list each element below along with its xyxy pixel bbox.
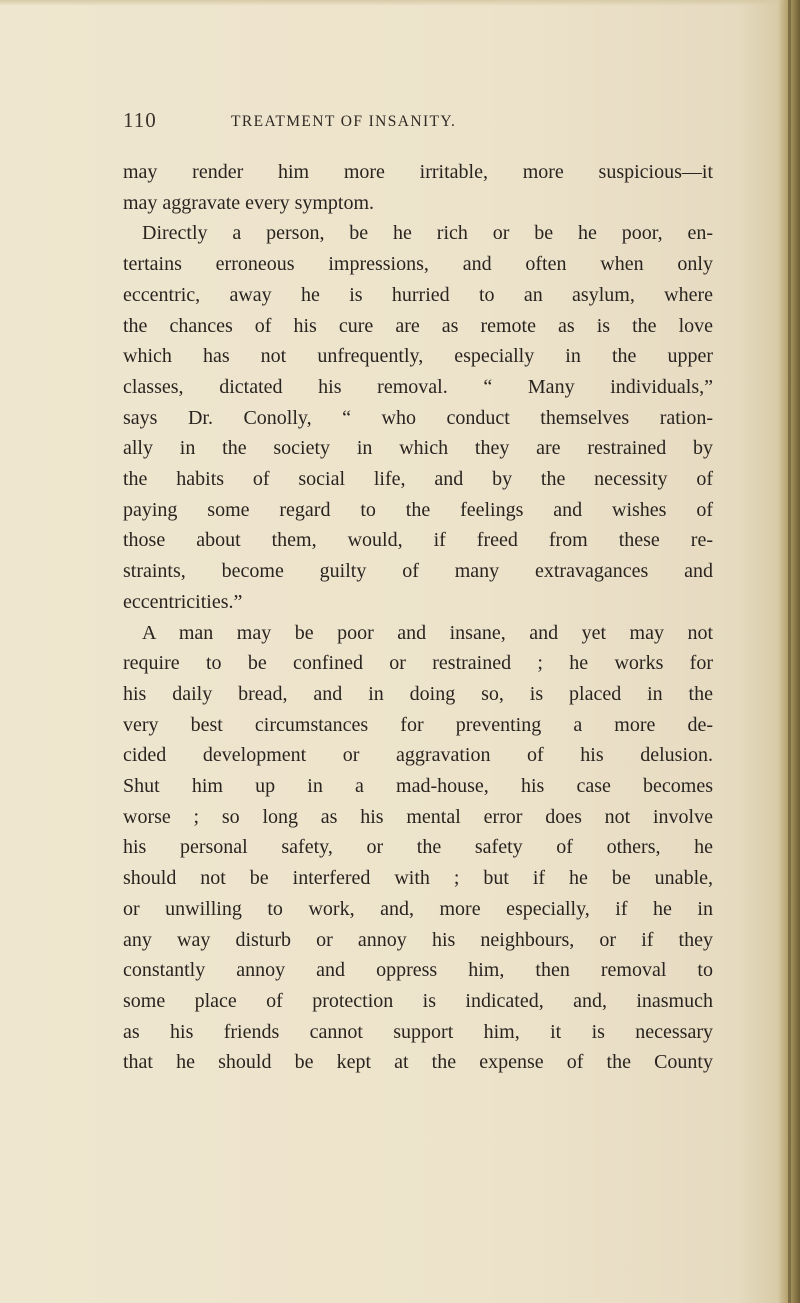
text-line: some place of protection is indicated, and, inasmuch [123, 989, 713, 1012]
running-title: TREATMENT OF INSANITY. [231, 113, 457, 130]
text-line: may aggravate every symptom. [123, 191, 375, 214]
text-line: tertains erroneous impressions, and often when only [123, 253, 713, 276]
text-line: require to be confined or restrained ; he works for [123, 652, 713, 675]
page-header [0, 108, 800, 138]
text-line: Shut him up in a mad-house, his case becomes [123, 775, 713, 798]
text-line: Directly a person, be he rich or be he poor, en- [142, 222, 713, 245]
text-line: A man may be poor and insane, and yet may not [142, 621, 713, 644]
text-line: constantly annoy and oppress him, then removal to [123, 959, 713, 982]
text-line: any way disturb or annoy his neighbours, or if they [123, 928, 713, 951]
text-line: which has not unfrequently, especially in the upper [123, 345, 713, 368]
text-line: or unwilling to work, and, more especially, if he in [123, 897, 713, 920]
text-line: eccentric, away he is hurried to an asylum, where [123, 283, 713, 306]
text-line: worse ; so long as his mental error does not involve [123, 805, 713, 828]
text-line: those about them, would, if freed from these re- [123, 529, 713, 552]
text-line: that he should be kept at the expense of the County [123, 1051, 713, 1074]
text-line: should not be interfered with ; but if he be unable, [123, 867, 713, 890]
page-number: 110 [123, 108, 157, 132]
text-line: classes, dictated his removal. “ Many individuals,” [123, 375, 713, 398]
text-line: the habits of social life, and by the necessity of [123, 468, 713, 491]
text-line: very best circumstances for preventing a more de- [123, 713, 713, 736]
text-line: eccentricities.” [123, 590, 243, 613]
text-line: as his friends cannot support him, it is necessary [123, 1020, 713, 1043]
text-line: may render him more irritable, more suspicious—it [123, 161, 713, 183]
text-line: paying some regard to the feelings and wishes of [123, 498, 713, 521]
text-line: cided development or aggravation of his delusion. [123, 744, 713, 767]
body-text [123, 157, 713, 1078]
text-line: ally in the society in which they are restrained by [123, 437, 713, 460]
page-top-edge [0, 0, 800, 6]
text-line: his personal safety, or the safety of others, he [123, 836, 713, 859]
page-binding-shadow [788, 0, 791, 1303]
text-line: his daily bread, and in doing so, is placed in the [123, 682, 713, 705]
text-line: straints, become guilty of many extravagances and [123, 560, 713, 583]
text-line: the chances of his cure are as remote as is the love [123, 314, 713, 337]
text-line: says Dr. Conolly, “ who conduct themselves ration- [123, 406, 713, 429]
